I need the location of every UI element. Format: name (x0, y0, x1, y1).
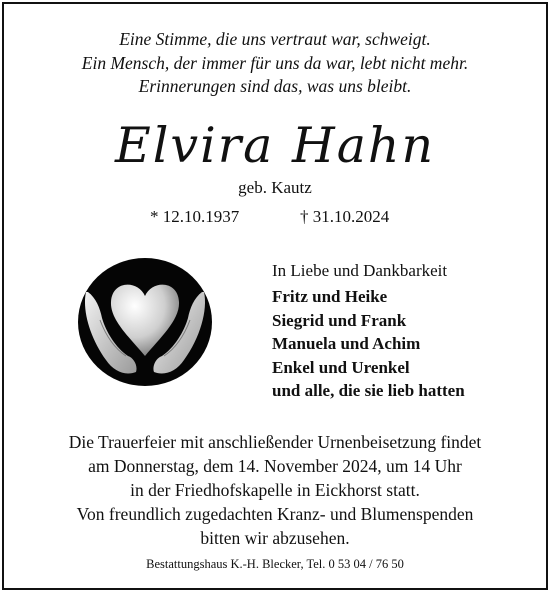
mourner-entry: Siegrid und Frank (272, 310, 407, 330)
obituary-notice (2, 2, 548, 590)
verse (4, 28, 546, 99)
mourner-entry: Enkel und Urenkel (272, 357, 410, 377)
mourners-list (272, 285, 465, 403)
mourning-intro: In Liebe und Dankbarkeit (272, 261, 448, 280)
funeral-line: bitten wir abzusehen. (200, 528, 350, 548)
funeral-line: Von freundlich zugedachten Kranz- und Blumenspenden (76, 504, 474, 524)
verse-line: Ein Mensch, der immer für uns da war, lebt nicht mehr. (81, 52, 469, 73)
mourner-entry: und alle, die sie lieb hatten (272, 381, 465, 400)
life-dates (4, 206, 546, 228)
verse-line: Erinnerungen sind das, was uns bleibt. (138, 76, 412, 96)
undertaker-contact: Bestattungshaus K.-H. Blecker, Tel. 0 53 04 / 76 50 (146, 557, 404, 571)
deceased-name: Elvira Hahn (114, 117, 436, 174)
funeral-notice (4, 430, 546, 550)
verse-line: Eine Stimme, die uns vertraut war, schweigt. (119, 29, 431, 49)
mourner-entry: Manuela und Achim (272, 334, 421, 353)
mourner-entry: Fritz und Heike (272, 287, 388, 306)
maiden-name: geb. Kautz (238, 178, 312, 197)
funeral-line: Die Trauerfeier mit anschließender Urnenbeisetzung findet (68, 432, 482, 452)
birth-date: * 12.10.1937 (150, 207, 240, 226)
hands-holding-heart-icon (78, 258, 212, 388)
funeral-line: am Donnerstag, dem 14. November 2024, um 14 Uhr (88, 456, 462, 476)
funeral-line: in der Friedhofskapelle in Eickhorst statt. (130, 480, 420, 500)
death-date: † 31.10.2024 (300, 207, 390, 226)
